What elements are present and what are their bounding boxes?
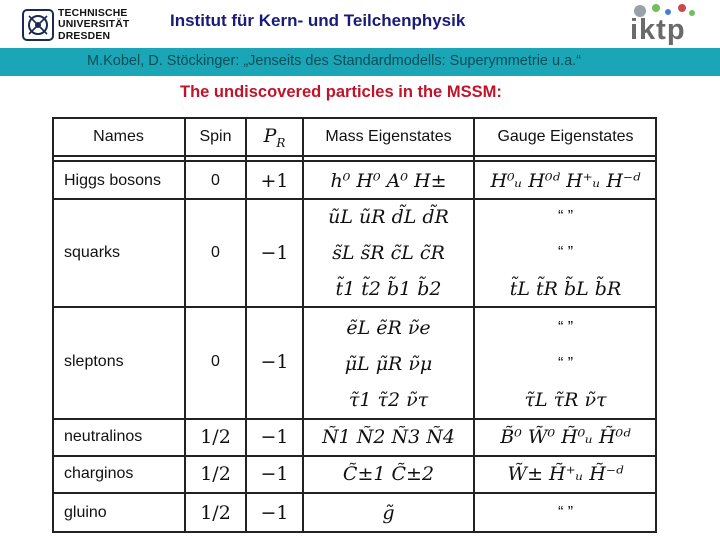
row-gauge-higgs: H⁰ᵤ H⁰ᵈ H⁺ᵤ H⁻ᵈ [490,169,641,192]
column-divider [184,117,186,533]
row-name-neutralinos: neutralinos [64,427,143,445]
page-title: Institut für Kern- und Teilchenphysik [170,11,466,30]
header-mass-eigenstates: Mass Eigenstates [325,128,452,145]
row-pr-squarks: −1 [260,241,289,264]
row-name-squarks: squarks [64,243,121,261]
row-spin-higgs: 0 [211,171,220,189]
row-divider [52,198,657,200]
header-r-parity: $P_R$ [263,124,286,150]
row-divider [52,418,657,420]
row-divider [52,455,657,457]
row-gauge-gluino: “ ” [557,504,574,521]
row-pr-higgs: +1 [260,169,289,192]
row-pr-charginos: −1 [260,462,289,485]
column-divider [473,117,475,533]
table-frame [52,117,657,533]
row-name-sleptons: sleptons [64,353,124,370]
squark-mass-3: t̃1 t̃2 b̃1 b̃2 [335,277,442,300]
squark-gauge-2: “ ” [557,244,574,261]
slepton-gauge-1: “ ” [557,319,574,336]
slepton-mass-2: μ̃L μ̃R ν̃μ [344,353,433,375]
row-spin-sleptons: 0 [211,353,220,370]
row-mass-higgs: h⁰ H⁰ A⁰ H± [330,169,447,192]
slepton-mass-3: τ̃1 τ̃2 ν̃τ [348,389,429,411]
row-spin-charginos: 1/2 [200,462,231,485]
university-line-1: TECHNISCHE [58,8,128,19]
row-spin-neutralinos: 1/2 [200,425,231,448]
row-name-charginos: charginos [64,464,134,482]
row-name-higgs: Higgs bosons [64,171,161,189]
row-pr-sleptons: −1 [260,351,289,373]
row-pr-gluino: −1 [260,502,289,524]
squark-gauge-1: “ ” [557,208,574,225]
slepton-gauge-2: “ ” [557,355,574,372]
header-divider-double [52,160,657,162]
row-spin-squarks: 0 [211,243,220,261]
r-parity-symbol: P [263,124,277,147]
slide-subtitle: The undiscovered particles in the MSSM: [180,83,502,101]
row-name-gluino: gluino [64,504,107,521]
header-divider [52,155,657,157]
row-mass-gluino: g̃ [382,502,395,524]
row-gauge-neutralinos: B̃⁰ W̃⁰ H̃⁰ᵤ H̃⁰ᵈ [500,425,631,448]
tu-dresden-logo [22,7,152,45]
slepton-mass-1: ẽL ẽR ν̃e [346,317,431,339]
tu-dresden-emblem-icon [22,9,54,41]
row-mass-charginos: C̃±1 C̃±2 [342,462,435,485]
squark-gauge-3: t̃L t̃R b̃L b̃R [509,277,622,300]
row-pr-neutralinos: −1 [260,425,289,448]
slepton-gauge-3: τ̃L τ̃R ν̃τ [524,389,607,411]
squark-mass-2: s̃L s̃R c̃L c̃R [332,242,445,264]
row-divider [52,492,657,494]
row-gauge-charginos: W̃± H̃⁺ᵤ H̃⁻ᵈ [507,462,624,485]
iktp-wordmark: iktp [630,14,686,46]
university-line-3: DRESDEN [58,30,111,42]
header-gauge-eigenstates: Gauge Eigenstates [497,128,634,145]
author-line: M.Kobel, D. Stöckinger: „Jenseits des Standardmodells: Superymmetrie u.a.“ [87,53,582,69]
iktp-logo [628,2,706,46]
row-spin-gluino: 1/2 [200,502,231,524]
header-spin: Spin [199,128,232,145]
row-divider [52,306,657,308]
column-divider [245,117,247,533]
row-mass-neutralinos: Ñ1 Ñ2 Ñ3 Ñ4 [322,425,455,448]
squark-mass-1: ũL ũR d̃L d̃R [328,206,449,228]
column-divider [302,117,304,533]
header-names: Names [93,128,144,145]
university-line-2: UNIVERSITÄT [58,19,130,31]
